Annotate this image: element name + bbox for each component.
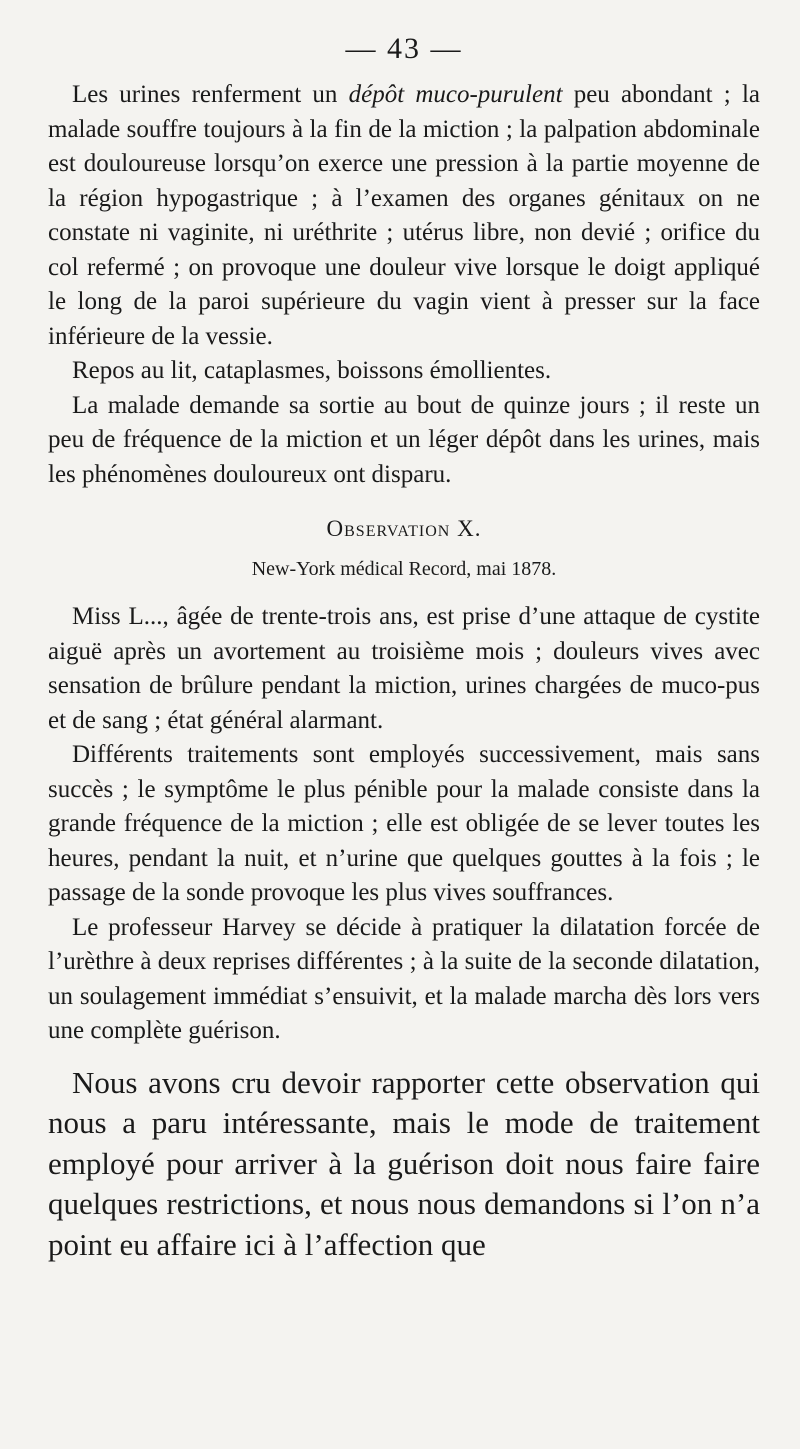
paragraph-discharge: La malade demande sa sortie au bout de quinze jours ; il reste un peu de fréquence de la miction et un léger dépôt dans les urines, mais les phénomènes douloureux ont disparu.: [48, 391, 760, 488]
observation-title: Observation X.: [326, 516, 482, 541]
paragraph-symptoms-emphasis: dépôt muco-purulent: [348, 81, 563, 108]
paragraph-commentary: Nous avons cru devoir rapporter cette observation qui nous a paru intéressante, mais le mode de traitement employé pour arriver à la guérison doit nous faire faire quelques restrictions, et nous nous demandons si l’on n’a point eu affaire ici à l’affection que: [48, 1064, 760, 1262]
paragraph-case: Miss L..., âgée de trente-trois ans, est prise d’une attaque de cystite aiguë après un avortement au troisième mois ; douleurs vives avec sensation de brûlure pendant la miction, urines chargées de muco-pus et de sang ; état général alarmant.: [48, 603, 760, 734]
paragraph-treatments: Différents traitements sont employés successivement, mais sans succès ; le symptôme le plus pénible pour la malade consiste dans la grande fréquence de la miction ; elle est obligée de se lever toutes les heures, pendant la nuit, et n’urine que quelques gouttes à la fois ; le passage de la sonde provoque les plus vives souffrances.: [48, 741, 760, 906]
observation-source: New-York médical Record, mai 1878.: [251, 558, 557, 580]
paragraph-symptoms: [48, 78, 760, 354]
page-number: — 43 —: [345, 32, 463, 65]
paragraph-symptoms-start: Les urines renferment un: [72, 81, 349, 108]
paragraph-treatment: Repos au lit, cataplasmes, boissons émollientes.: [72, 357, 552, 384]
paragraph-symptoms-end: peu abondant ; la malade souffre toujours à la fin de la miction ; la palpation abdominale est douloureuse lorsqu’on exerce une pression à la partie moyenne de la région hypogastrique ; à l’examen des organes génitaux on ne constate ni vaginite, ni uréthrite ; utérus libre, non devié ; orifice du col refermé ; on provoque une douleur vive lorsque le doigt appliqué le long de la paroi supérieure du vagin vient à presser sur la face inférieure de la vessie.: [48, 81, 760, 350]
paragraph-dilatation: Le professeur Harvey se décide à pratiquer la dilatation forcée de l’urèthre à deux reprises différentes ; à la suite de la seconde dilatation, un soulagement immédiat s’ensuivit, et la malade marcha dès lors vers une complète guérison.: [48, 913, 760, 1044]
